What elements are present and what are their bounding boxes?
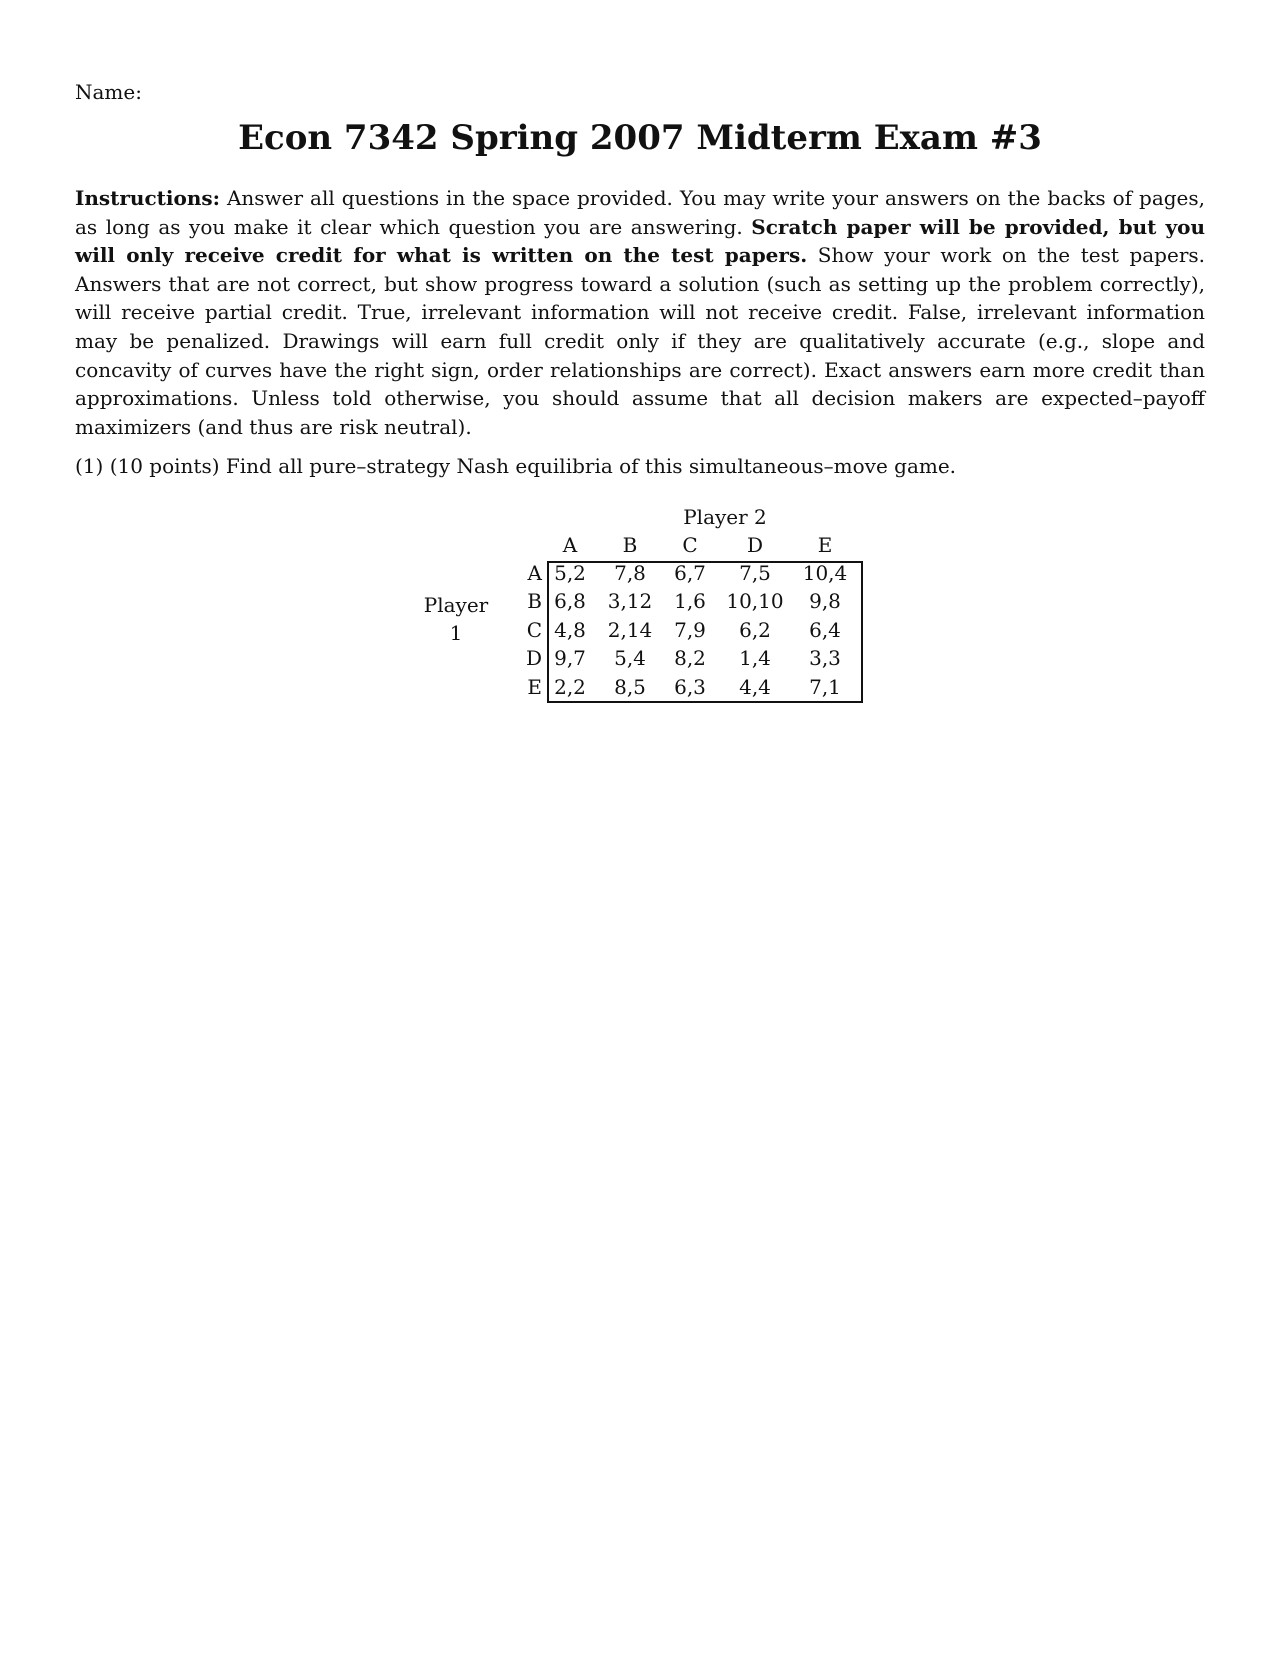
row-strategy-label: C (526, 617, 542, 642)
payoff-cell: 9,8 (809, 589, 841, 614)
payoff-cell: 4,4 (739, 674, 771, 699)
payoff-cell: 10,10 (726, 589, 784, 614)
payoff-cell: 4,8 (554, 617, 586, 642)
payoff-cell: 7,9 (674, 617, 706, 642)
payoff-cell: 10,4 (802, 561, 848, 585)
column-strategy-label: E (817, 533, 833, 557)
page-title: Econ 7342 Spring 2007 Midterm Exam #3 (238, 118, 1042, 158)
row-strategy-label: A (527, 561, 542, 585)
row-strategy-label: D (525, 646, 542, 671)
payoff-cell: 2,14 (607, 617, 653, 642)
payoff-cell: 6,4 (809, 617, 841, 642)
payoff-cell: 9,7 (554, 646, 586, 671)
payoff-cell: 1,4 (739, 646, 771, 671)
column-strategy-label: D (746, 533, 764, 557)
instructions-text-2: Show your work on the test papers. Answers that are not correct, but show progress toward a solution (such as setting up the problem correctly), will receive partial credit. True, irrelevant information will not receive credit. False, irrelevant information may be penalized. Drawings will earn full credit only if they are qualitatively accurate (e.g., slope and concavity of curves have the right sign, order relationships are correct). Exact answers earn more credit than approximations. Unless told otherwise, you should assume that all decision makers are expected–payoff maximizers (and thus are risk neutral). (75, 243, 1205, 439)
payoff-cell: 1,6 (674, 589, 706, 614)
column-strategy-label: B (622, 533, 638, 557)
payoff-cell: 2,2 (554, 674, 586, 699)
payoff-cell: 7,8 (614, 561, 646, 585)
instructions-paragraph (75, 184, 1205, 441)
column-strategy-label: C (682, 533, 698, 557)
question-1: (1) (10 points) Find all pure–strategy Nash equilibria of this simultaneous–move game. (75, 454, 957, 478)
player-1-label-line-2: 1 (449, 621, 463, 645)
name-label: Name: (75, 80, 142, 104)
payoff-cell: 3,3 (809, 646, 841, 671)
player-1-label-line-1: Player (423, 593, 489, 617)
payoff-cell: 3,12 (607, 589, 653, 614)
player-1-label (420, 591, 492, 647)
player-2-label: Player 2 (683, 505, 767, 529)
instructions-bold: Scratch paper will be provided, but you will only receive credit for what is written on the test papers. (75, 214, 1205, 268)
payoff-cell: 6,2 (739, 617, 771, 642)
payoff-cell: 5,2 (554, 561, 586, 585)
payoff-cell: 5,4 (614, 646, 646, 671)
payoff-cell: 6,3 (674, 674, 706, 699)
payoff-cell: 6,7 (674, 561, 706, 585)
payoff-cell: 8,2 (674, 646, 706, 671)
payoff-cell: 7,5 (739, 561, 771, 585)
row-strategy-label: B (527, 589, 542, 614)
payoff-cell: 7,1 (809, 674, 841, 699)
instructions-lead: Instructions: (75, 186, 221, 210)
payoff-cell: 6,8 (554, 589, 586, 614)
payoff-cell: 8,5 (614, 674, 646, 699)
row-strategy-label: E (527, 674, 542, 699)
instructions-text-1: Answer all questions in the space provided. You may write your answers on the backs of pages, as long as you make it clear which question you are answering. (75, 186, 1205, 239)
column-strategy-label: A (562, 533, 578, 557)
